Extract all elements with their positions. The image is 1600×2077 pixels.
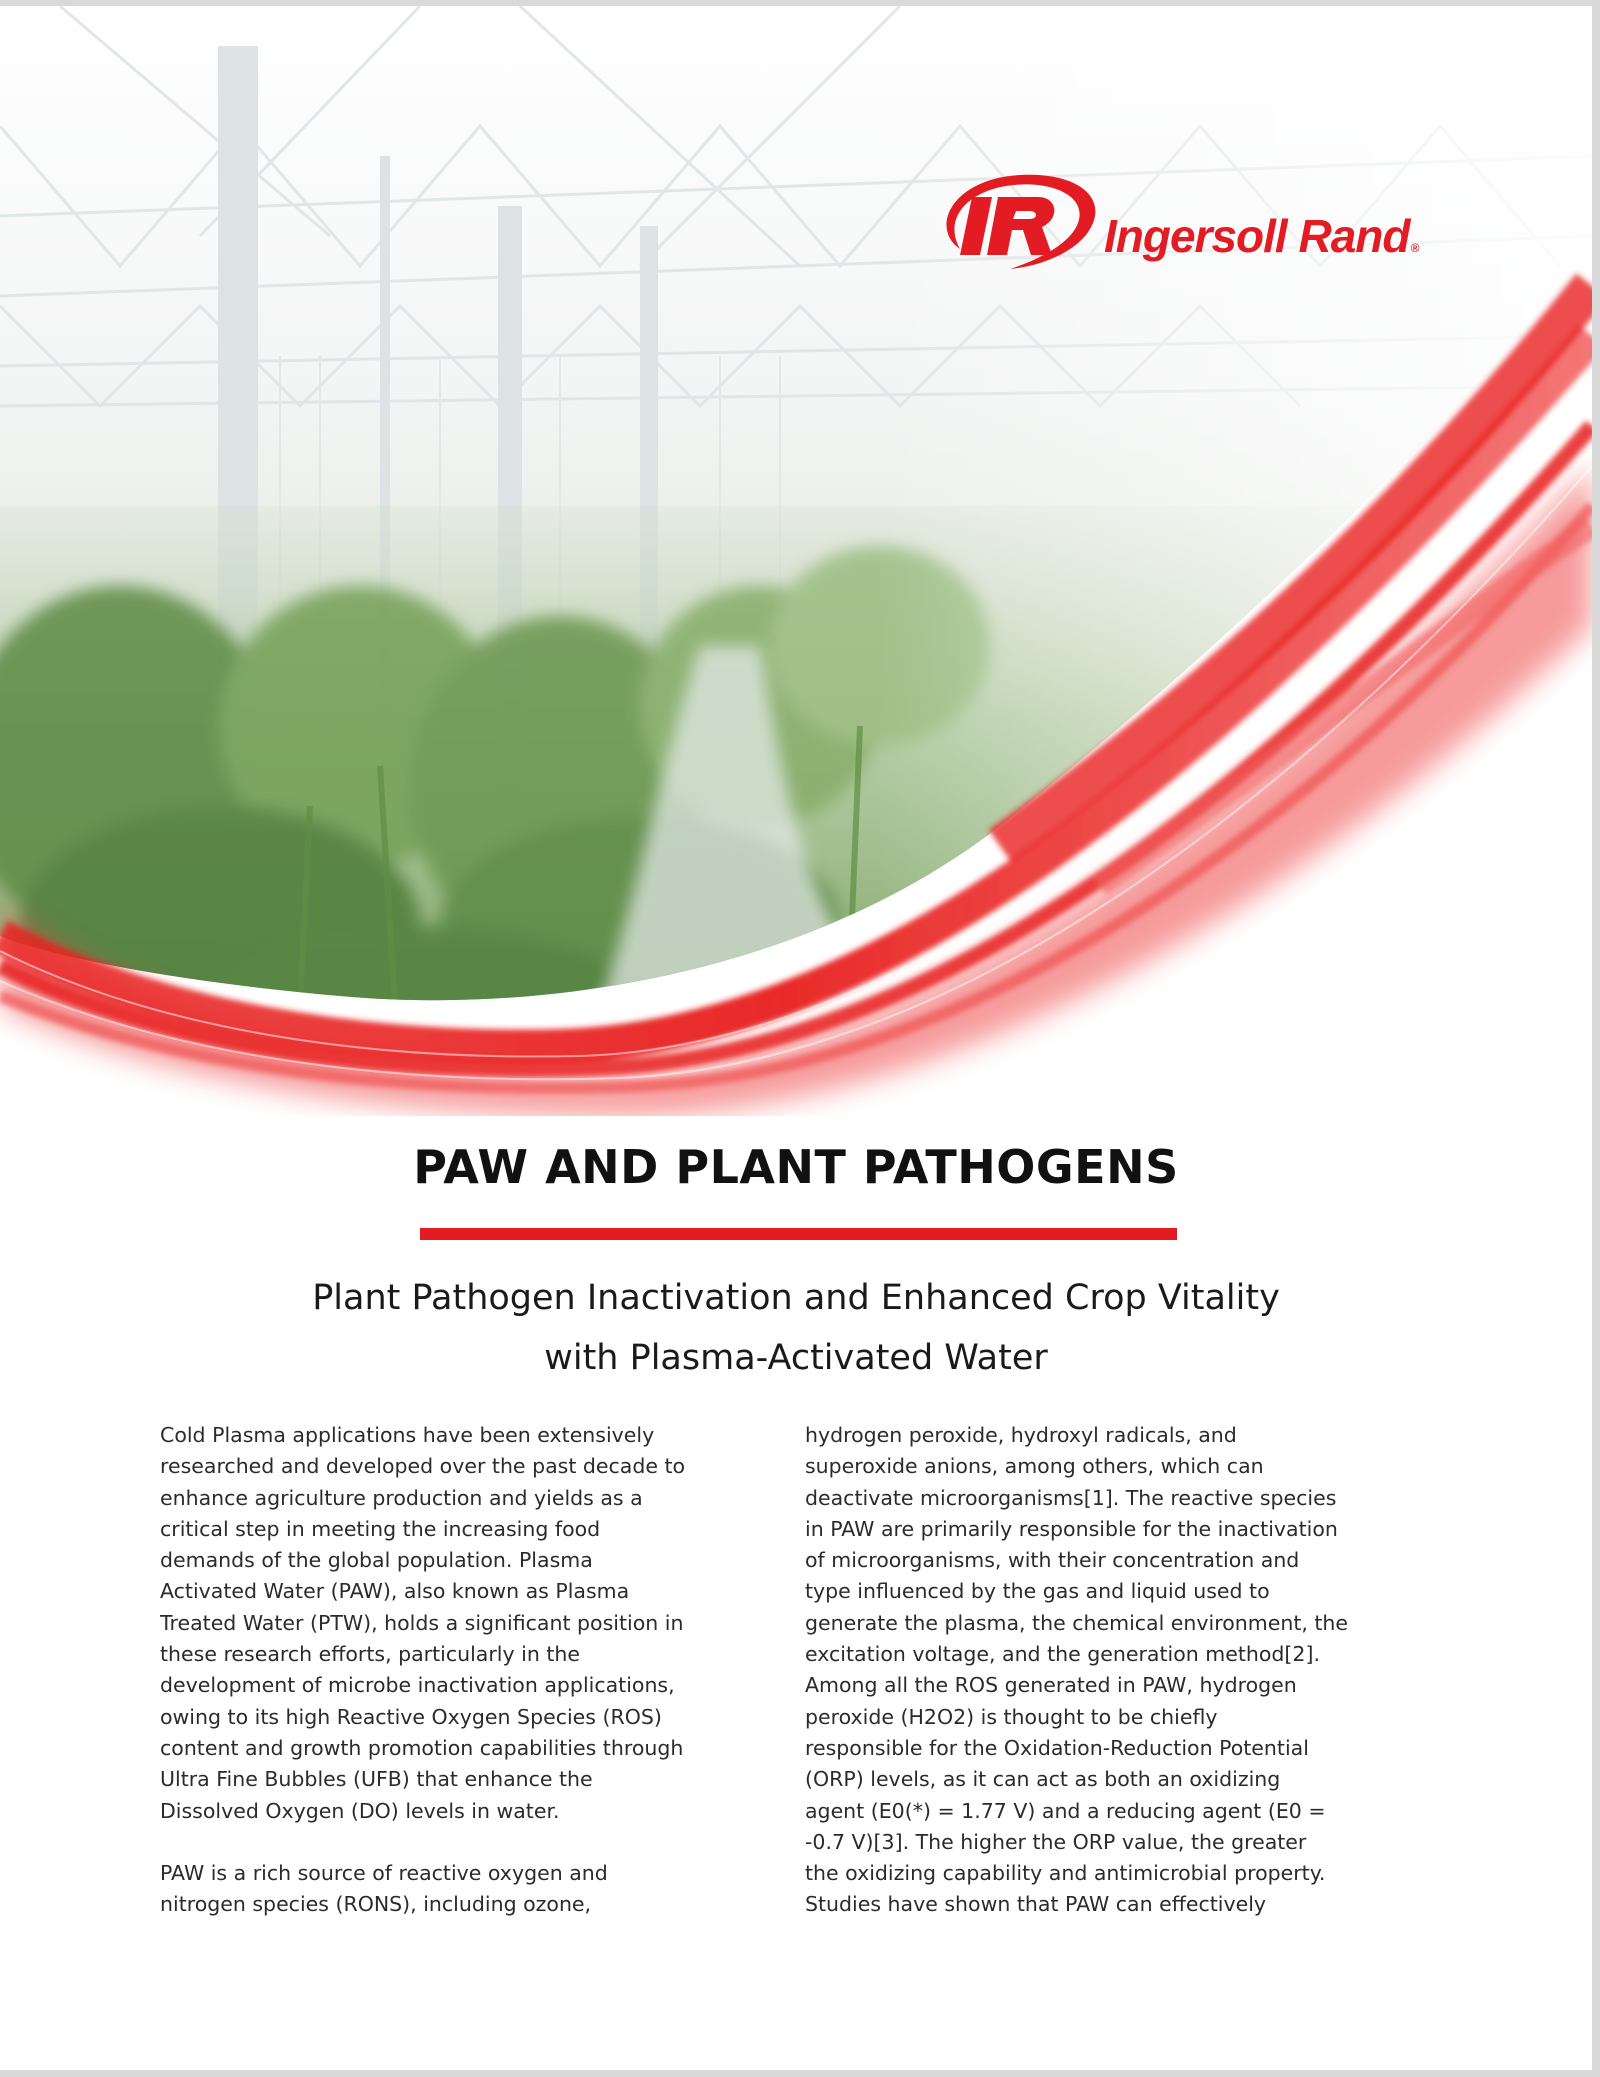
text-line: Studies have shown that PAW can effectively: [805, 1892, 1267, 1917]
paragraph-intro: [160, 1420, 780, 1827]
text-line: nitrogen species (RONS), including ozone,: [160, 1892, 592, 1917]
body-column-left: [160, 1420, 780, 1952]
paragraph-rons: [160, 1858, 780, 1921]
text-line: the oxidizing capability and antimicrobial property.: [805, 1861, 1326, 1886]
text-line: -0.7 V)[3]. The higher the ORP value, the greater: [805, 1829, 1307, 1854]
document-subtitle: [0, 1268, 1592, 1388]
ingersoll-rand-logo: [930, 164, 1450, 284]
document-title: PAW AND PLANT PATHOGENS: [413, 1140, 1179, 1194]
hero-image: [0, 6, 1592, 1116]
registered-mark: ®: [1410, 241, 1419, 255]
text-line: deactivate microorganisms[1]. The reactive species: [805, 1485, 1337, 1510]
text-line: critical step in meeting the increasing food: [160, 1516, 601, 1541]
ingersoll-rand-wordmark: [1104, 209, 1418, 263]
text-line: Among all the ROS generated in PAW, hydrogen: [805, 1673, 1297, 1698]
text-line: Ultra Fine Bubbles (UFB) that enhance the: [160, 1767, 593, 1792]
text-line: agent (E0(*) = 1.77 V) and a reducing agent (E0 =: [805, 1798, 1326, 1823]
document-page: [0, 6, 1592, 2070]
text-line: hydrogen peroxide, hydroxyl radicals, and: [805, 1423, 1237, 1447]
text-line: owing to its high Reactive Oxygen Species (ROS): [160, 1704, 662, 1729]
body-column-right: [805, 1420, 1445, 1952]
text-line: responsible for the Oxidation-Reduction Potential: [805, 1735, 1309, 1760]
text-line: these research efforts, particularly in the: [160, 1642, 580, 1667]
text-line: generate the plasma, the chemical environment, the: [805, 1610, 1349, 1635]
text-line: researched and developed over the past decade to: [160, 1454, 686, 1479]
subtitle-line: with Plasma-Activated Water: [544, 1338, 1048, 1378]
title-divider: [420, 1228, 1177, 1240]
text-line: Treated Water (PTW), holds a significant position in: [160, 1610, 684, 1635]
text-line: development of microbe inactivation applications,: [160, 1673, 675, 1698]
subtitle-line: Plant Pathogen Inactivation and Enhanced Crop Vitality: [312, 1278, 1280, 1318]
text-line: PAW is a rich source of reactive oxygen and: [160, 1861, 608, 1886]
wordmark-text: Ingersoll Rand: [1104, 210, 1410, 262]
text-line: Dissolved Oxygen (DO) levels in water.: [160, 1798, 560, 1823]
text-line: (ORP) levels, as it can act as both an oxidizing: [805, 1767, 1281, 1792]
text-line: superoxide anions, among others, which can: [805, 1454, 1264, 1479]
text-line: peroxide (H2O2) is thought to be chiefly: [805, 1704, 1218, 1729]
text-line: type influenced by the gas and liquid used to: [805, 1579, 1270, 1604]
text-line: of microorganisms, with their concentration and: [805, 1548, 1300, 1573]
text-line: excitation voltage, and the generation method[2].: [805, 1642, 1320, 1667]
text-line: Cold Plasma applications have been extensively: [160, 1423, 655, 1447]
text-line: in PAW are primarily responsible for the inactivation: [805, 1516, 1338, 1541]
text-line: content and growth promotion capabilities through: [160, 1735, 684, 1760]
text-line: demands of the global population. Plasma: [160, 1548, 593, 1573]
ir-logo-icon: [930, 169, 1110, 279]
text-line: enhance agriculture production and yields as a: [160, 1485, 643, 1510]
text-line: Activated Water (PAW), also known as Plasma: [160, 1579, 630, 1604]
paragraph-continuation: [805, 1420, 1445, 1921]
